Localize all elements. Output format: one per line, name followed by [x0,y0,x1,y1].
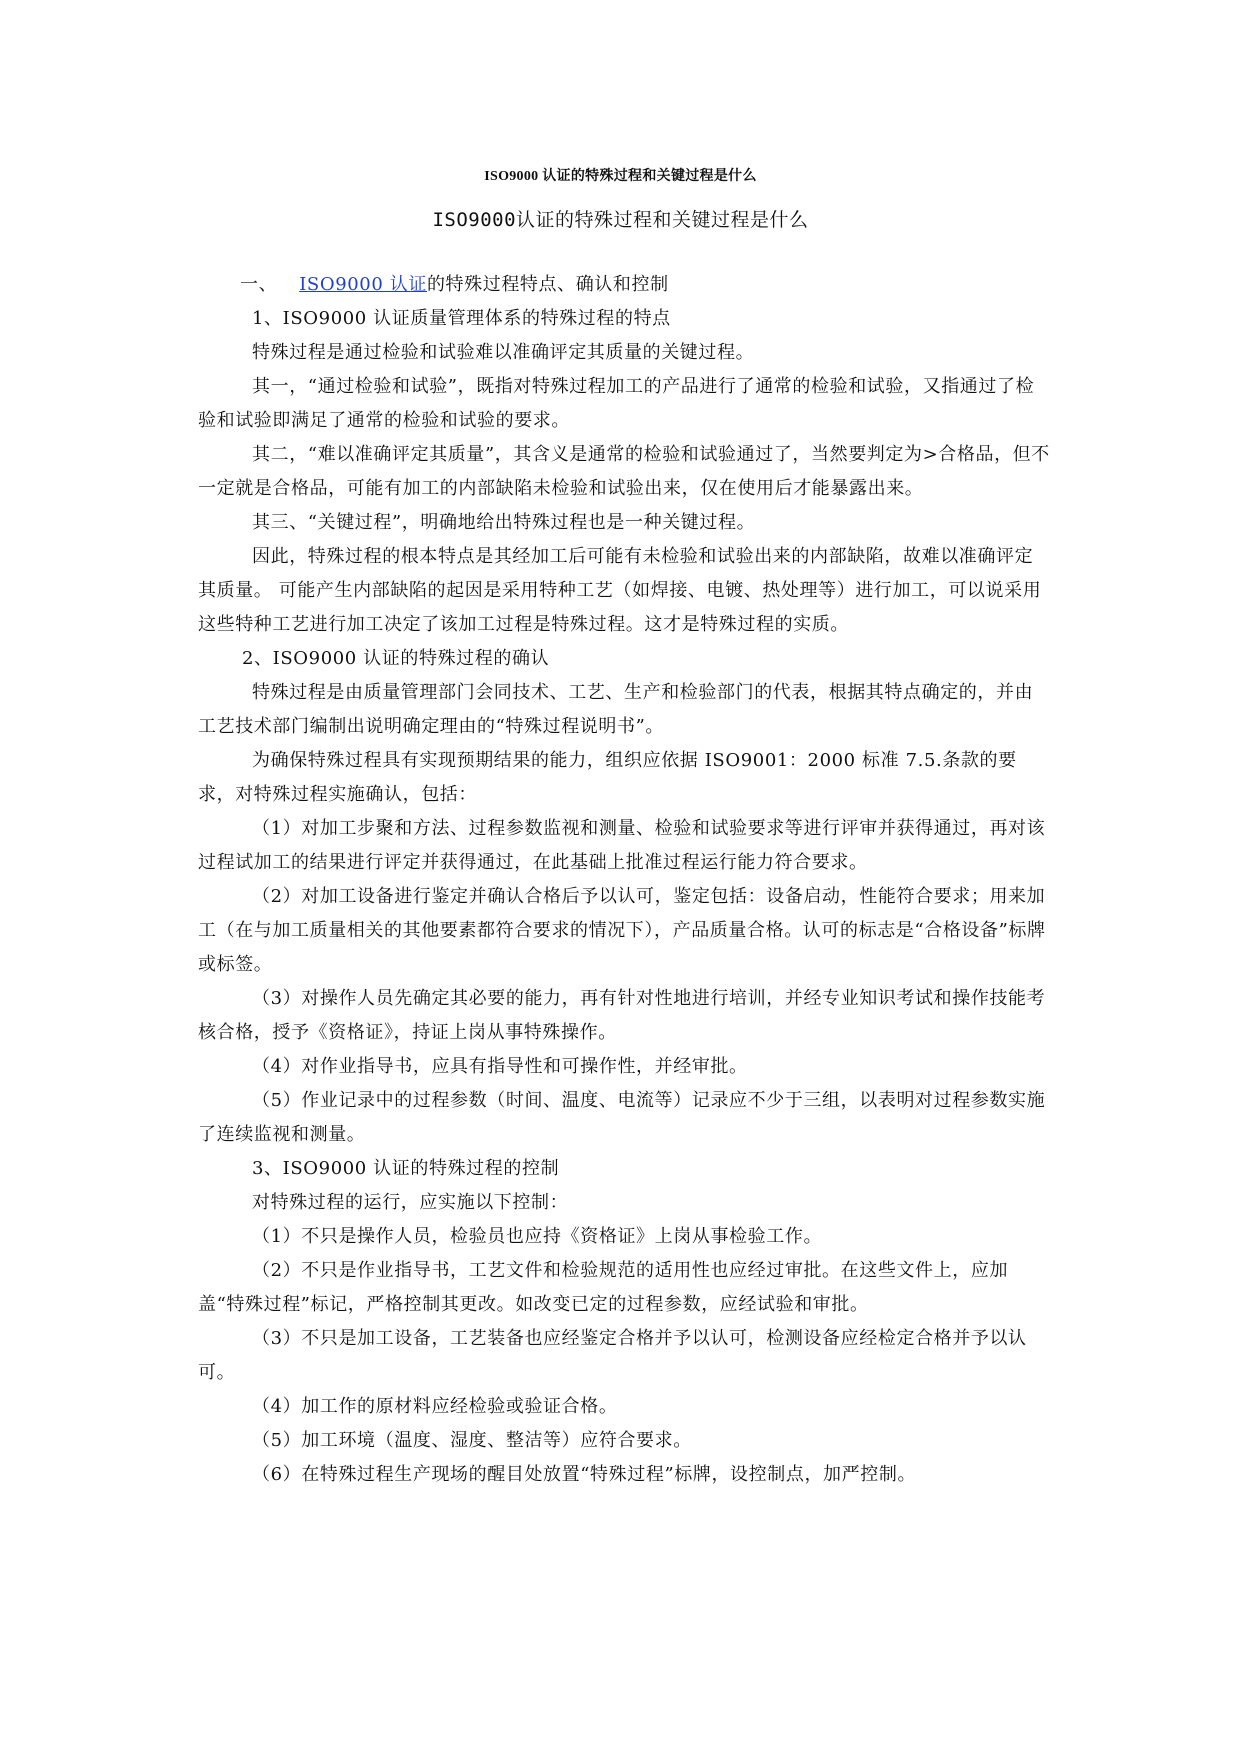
list-item: （2）不只是作业指导书，工艺文件和检验规范的适用性也应经过审批。在这些文件上，应加盖“特殊过程”标记，严格控制其更改。如改变已定的过程参数，应经试验和审批。 [198,1260,1009,1315]
list-item: （1）不只是操作人员，检验员也应持《资格证》上岗从事检验工作。 [252,1226,823,1247]
document-body [198,268,1050,1492]
list-item: （4）对作业指导书，应具有指导性和可操作性，并经审批。 [252,1056,748,1077]
document-title: ISO9000 认证的特殊过程和关键过程是什么 [484,169,757,184]
iso9000-link[interactable]: ISO9000 认证 [299,274,427,295]
paragraph: 其三、“关键过程”，明确地给出特殊过程也是一种关键过程。 [252,512,756,533]
section-heading-1 [198,268,1050,302]
paragraph: 特殊过程是通过检验和试验难以准确评定其质量的关键过程。 [252,342,755,363]
section-number: 一、 [240,274,278,295]
list-item: （4）加工作的原材料应经检验或验证合格。 [252,1396,618,1417]
paragraph: 特殊过程是由质量管理部门会同技术、工艺、生产和检验部门的代表，根据其特点确定的，并由工艺技术部门编制出说明确定理由的“特殊过程说明书”。 [198,682,1034,737]
section-heading-text: 的特殊过程特点、确认和控制 [426,274,669,295]
subheading-2: 2、ISO9000 认证的特殊过程的确认 [242,648,550,669]
paragraph: 对特殊过程的运行，应实施以下控制： [252,1192,569,1213]
list-item: （5）作业记录中的过程参数（时间、温度、电流等）记录应不少于三组，以表明对过程参数实施了连续监视和测量。 [198,1090,1046,1145]
paragraph: 其一，“通过检验和试验”，既指对特殊过程加工的产品进行了通常的检验和试验，又指通过了检验和试验即满足了通常的检验和试验的要求。 [198,376,1035,431]
list-item: （6）在特殊过程生产现场的醒目处放置“特殊过程”标牌，设控制点，加严控制。 [252,1464,917,1485]
document-subtitle: ISO9000认证的特殊过程和关键过程是什么 [432,209,809,231]
list-item: （5）加工环境（温度、湿度、整洁等）应符合要求。 [252,1430,692,1451]
list-item: （2）对加工设备进行鉴定并确认合格后予以认可，鉴定包括：设备启动，性能符合要求；用来加工（在与加工质量相关的其他要素都符合要求的情况下），产品质量合格。认可的标志是“合格设备”标牌或标签。 [198,886,1046,975]
list-item: （1）对加工步聚和方法、过程参数监视和测量、检验和试验要求等进行评审并获得通过，再对该过程试加工的结果进行评定并获得通过，在此基础上批准过程运行能力符合要求。 [198,818,1046,873]
paragraph: 为确保特殊过程具有实现预期结果的能力，组织应依据 ISO9001：2000 标准 7.5.条款的要求，对特殊过程实施确认，包括： [198,750,1017,805]
list-item: （3）对操作人员先确定其必要的能力，再有针对性地进行培训，并经专业知识考试和操作技能考核合格，授予《资格证》，持证上岗从事特殊操作。 [198,988,1046,1043]
paragraph: 其二，“难以准确评定其质量”，其含义是通常的检验和试验通过了，当然要判定为>合格品，但不一定就是合格品，可能有加工的内部缺陷未检验和试验出来，仅在使用后才能暴露出来。 [198,444,1050,499]
subheading-1: 1、ISO9000 认证质量管理体系的特殊过程的特点 [252,308,671,329]
subheading-3: 3、ISO9000 认证的特殊过程的控制 [252,1158,560,1179]
list-item: （3）不只是加工设备，工艺装备也应经鉴定合格并予以认可，检测设备应经检定合格并予以认可。 [198,1328,1027,1383]
paragraph: 因此，特殊过程的根本特点是其经加工后可能有未检验和试验出来的内部缺陷，故难以准确评定其质量。 可能产生内部缺陷的起因是采用特种工艺（如焊接、电镀、热处理等）进行加工，可以说采用这些特种工艺进行加工决定了该加工过程是特殊过程。这才是特殊过程的实质。 [198,546,1042,635]
